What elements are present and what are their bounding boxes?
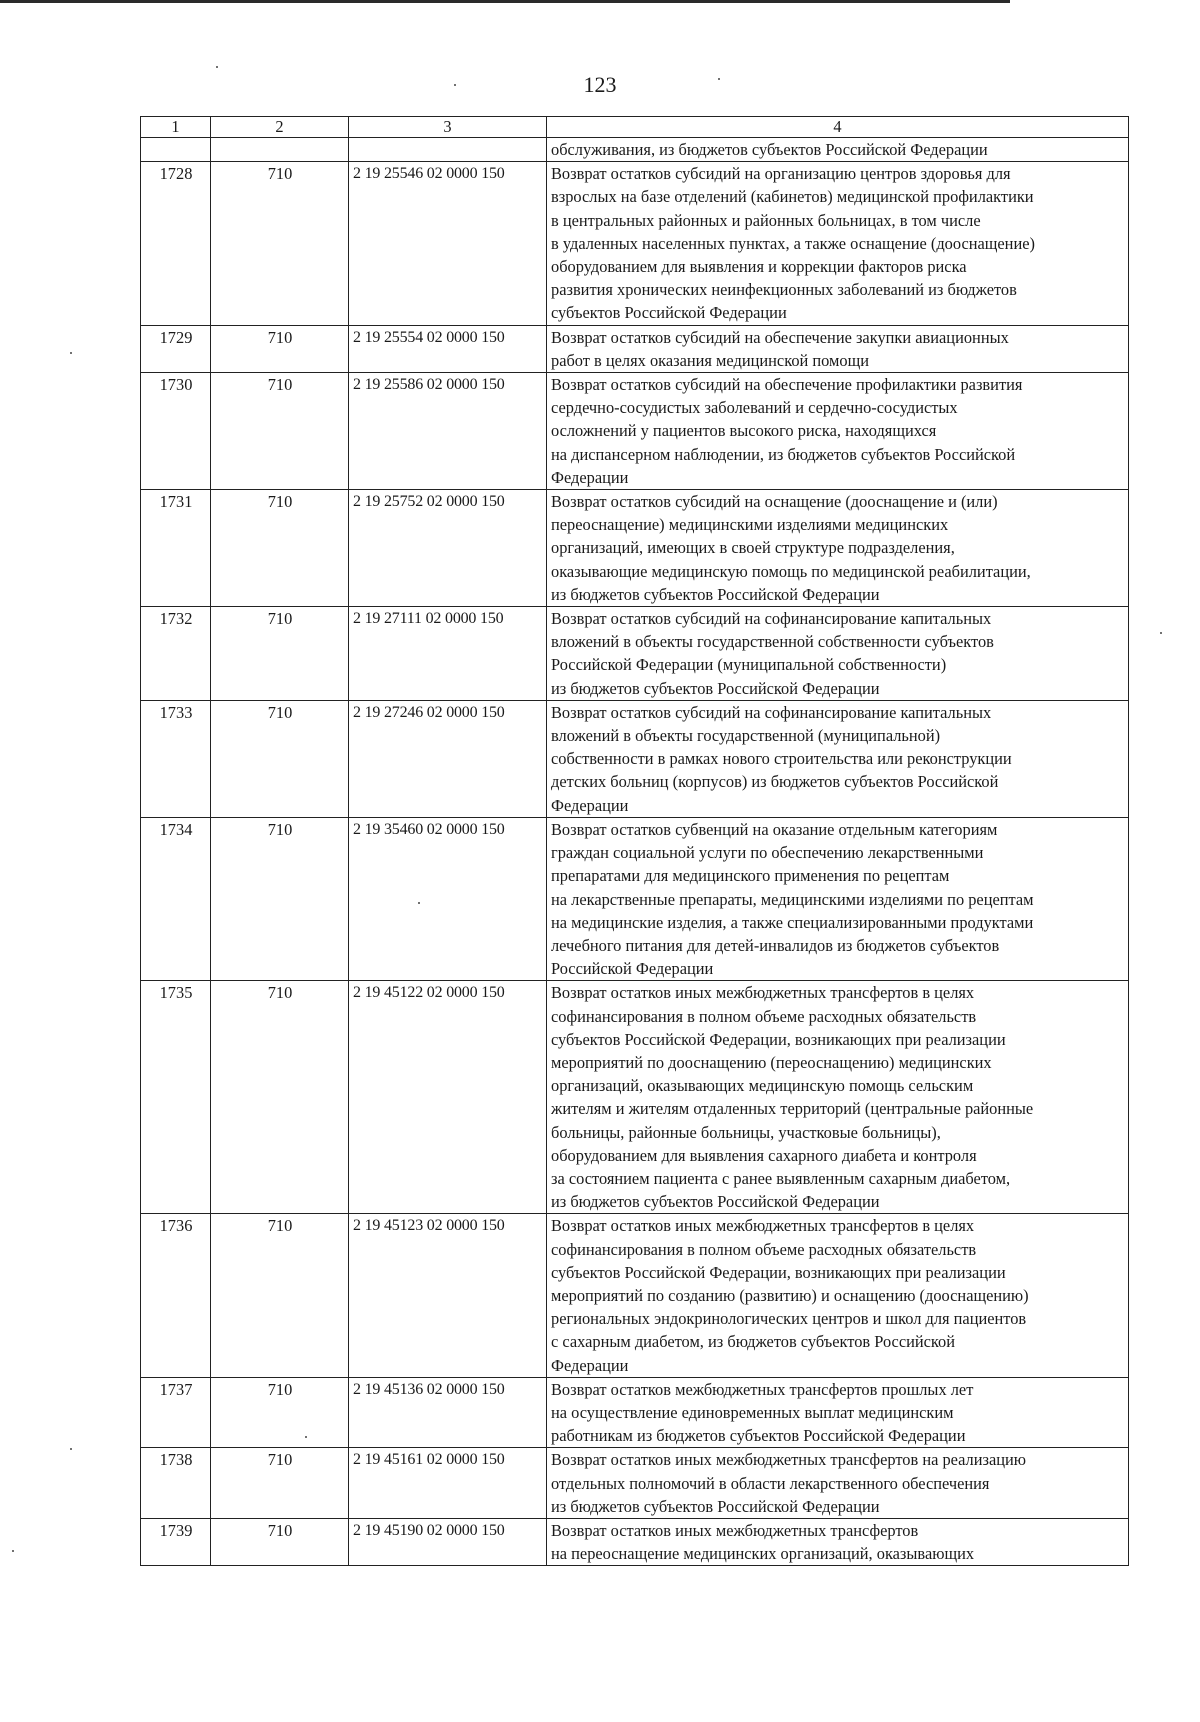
description-line: организаций, оказывающих медицинскую помощь сельским: [551, 1076, 974, 1096]
revenue-description: [547, 981, 1129, 1214]
scan-speck: [216, 66, 218, 68]
admin-code: 710: [211, 1377, 349, 1448]
budget-classification-code: 2 19 45190 02 0000 150: [349, 1518, 547, 1565]
table-row: [141, 373, 1129, 490]
description-line: на переоснащение медицинских организаций, оказывающих: [551, 1544, 975, 1564]
description-line: софинансирования в полном объеме расходных обязательств: [551, 1006, 977, 1026]
description-line: на диспансерном наблюдении, из бюджетов субъектов Российской: [551, 444, 1016, 464]
page-number: 123: [583, 72, 617, 97]
revenue-description: [547, 607, 1129, 701]
admin-code: 710: [211, 325, 349, 372]
empty-cell: [211, 138, 349, 162]
revenue-description: [547, 490, 1129, 607]
description-line: в удаленных населенных пунктах, а также оснащение (дооснащение): [551, 233, 1035, 253]
budget-classification-code: 2 19 25586 02 0000 150: [349, 373, 547, 490]
description-line: организаций, имеющих в своей структуре подразделения,: [551, 538, 955, 558]
table-row: [141, 1214, 1129, 1377]
row-number: 1728: [141, 162, 211, 325]
admin-code: 710: [211, 1214, 349, 1377]
budget-classification-code: 2 19 27111 02 0000 150: [349, 607, 547, 701]
row-number: 1731: [141, 490, 211, 607]
description-line: Федерации: [551, 467, 629, 487]
description-line: оборудованием для выявления и коррекции факторов риска: [551, 257, 967, 277]
description-line: из бюджетов субъектов Российской Федерации: [551, 584, 880, 604]
table-row: [141, 1448, 1129, 1519]
admin-code: 710: [211, 373, 349, 490]
empty-cell: [349, 138, 547, 162]
revenue-description: [547, 817, 1129, 980]
admin-code: 710: [211, 981, 349, 1214]
header-cell-2: 2: [211, 117, 349, 138]
budget-code-table: [140, 116, 1129, 1566]
description-line: из бюджетов субъектов Российской Федерации: [551, 1192, 880, 1212]
revenue-description: [547, 1377, 1129, 1448]
revenue-description: [547, 162, 1129, 325]
row-number: 1729: [141, 325, 211, 372]
description-line: Российской Федерации (муниципальной собственности): [551, 655, 947, 675]
admin-code: 710: [211, 1448, 349, 1519]
description-line: мероприятий по дооснащению (переоснащению) медицинских: [551, 1052, 992, 1072]
description-line: Возврат остатков субсидий на софинансирование капитальных: [551, 702, 992, 722]
description-line: сердечно-сосудистых заболеваний и сердечно-сосудистых: [551, 398, 958, 418]
budget-classification-code: 2 19 45123 02 0000 150: [349, 1214, 547, 1377]
table-header-row: [141, 117, 1129, 138]
description-line: региональных эндокринологических центров и школ для пациентов: [551, 1309, 1027, 1329]
description-line: работникам из бюджетов субъектов Российской Федерации: [551, 1426, 966, 1446]
budget-classification-code: 2 19 45136 02 0000 150: [349, 1377, 547, 1448]
description-line: Федерации: [551, 1355, 629, 1375]
table-row: [141, 700, 1129, 817]
row-number: 1730: [141, 373, 211, 490]
row-number: 1732: [141, 607, 211, 701]
header-cell-3: 3: [349, 117, 547, 138]
description-line: вложений в объекты государственной (муниципальной): [551, 726, 941, 746]
description-line: мероприятий по созданию (развитию) и оснащению (дооснащению): [551, 1285, 1029, 1305]
header-cell-1: 1: [141, 117, 211, 138]
description-line: лечебного питания для детей-инвалидов из бюджетов субъектов: [551, 935, 1000, 955]
row-number: 1736: [141, 1214, 211, 1377]
description-line: Российской Федерации: [551, 959, 714, 979]
description-line: Возврат остатков субсидий на организацию центров здоровья для: [551, 164, 1011, 184]
top-border-line: [0, 0, 1010, 3]
description-line: больницы, районные больницы, участковые больницы),: [551, 1122, 941, 1142]
revenue-description: [547, 1448, 1129, 1519]
description-line: за состоянием пациента с ранее выявленным сахарным диабетом,: [551, 1168, 1011, 1188]
header-cell-4: 4: [547, 117, 1129, 138]
table-row: [141, 490, 1129, 607]
admin-code: 710: [211, 490, 349, 607]
table-row: [141, 817, 1129, 980]
description-line: из бюджетов субъектов Российской Федерации: [551, 1496, 880, 1516]
budget-classification-code: 2 19 45161 02 0000 150: [349, 1448, 547, 1519]
description-line: из бюджетов субъектов Российской Федерации: [551, 678, 880, 698]
admin-code: 710: [211, 700, 349, 817]
description-line: отдельных полномочий в области лекарственного обеспечения: [551, 1473, 990, 1493]
description-line: жителям и жителям отдаленных территорий (центральные районные: [551, 1099, 1034, 1119]
description-line: Возврат остатков иных межбюджетных трансфертов в целях: [551, 1216, 975, 1236]
description-line: Возврат остатков иных межбюджетных трансфертов в целях: [551, 983, 975, 1003]
description-line: оказывающие медицинскую помощь по медицинской реабилитации,: [551, 561, 1031, 581]
description-line: субъектов Российской Федерации, возникающих при реализации: [551, 1029, 1006, 1049]
row-number: 1734: [141, 817, 211, 980]
description-line: Возврат остатков субсидий на софинансирование капитальных: [551, 609, 992, 629]
description-line: препаратами для медицинского применения по рецептам: [551, 866, 950, 886]
revenue-description: [547, 1518, 1129, 1565]
scan-speck: [12, 1550, 14, 1552]
description-line: развития хронических неинфекционных заболеваний из бюджетов: [551, 280, 1017, 300]
description-line: вложений в объекты государственной собственности субъектов: [551, 632, 994, 652]
description-line: на осуществление единовременных выплат медицинским: [551, 1402, 954, 1422]
description-line: Возврат остатков иных межбюджетных трансфертов на реализацию: [551, 1450, 1027, 1470]
row-number: 1733: [141, 700, 211, 817]
description-line: софинансирования в полном объеме расходных обязательств: [551, 1239, 977, 1259]
admin-code: 710: [211, 607, 349, 701]
table-row: [141, 981, 1129, 1214]
description-line: на лекарственные препараты, медицинскими изделиями по рецептам: [551, 889, 1034, 909]
admin-code: 710: [211, 1518, 349, 1565]
description-line: Возврат остатков субвенций на оказание отдельным категориям: [551, 819, 998, 839]
description-line: обслуживания, из бюджетов субъектов Российской Федерации: [551, 140, 988, 159]
description-line: Возврат остатков иных межбюджетных трансфертов: [551, 1520, 919, 1540]
table-row: [141, 1518, 1129, 1565]
description-line: в центральных районных и районных больницах, в том числе: [551, 210, 981, 230]
continuation-row: [141, 138, 1129, 162]
empty-cell: [141, 138, 211, 162]
description-line: с сахарным диабетом, из бюджетов субъектов Российской: [551, 1332, 956, 1352]
description-line: Возврат остатков межбюджетных трансфертов прошлых лет: [551, 1379, 974, 1399]
revenue-description: [547, 373, 1129, 490]
table-body: [141, 138, 1129, 1566]
budget-classification-code: 2 19 35460 02 0000 150: [349, 817, 547, 980]
revenue-description: [547, 700, 1129, 817]
description-line: Возврат остатков субсидий на обеспечение профилактики развития: [551, 375, 1023, 395]
revenue-description: [547, 1214, 1129, 1377]
description-line: на медицинские изделия, а также специализированными продуктами: [551, 912, 1034, 932]
budget-classification-code: 2 19 27246 02 0000 150: [349, 700, 547, 817]
table-row: [141, 162, 1129, 325]
budget-classification-code: 2 19 25752 02 0000 150: [349, 490, 547, 607]
table-row: [141, 607, 1129, 701]
budget-classification-code: 2 19 25546 02 0000 150: [349, 162, 547, 325]
description-line: Возврат остатков субсидий на оснащение (дооснащение и (или): [551, 492, 998, 512]
table-row: [141, 325, 1129, 372]
description-line: субъектов Российской Федерации: [551, 303, 787, 323]
description-line: субъектов Российской Федерации, возникающих при реализации: [551, 1262, 1006, 1282]
description-line: собственности в рамках нового строительства или реконструкции: [551, 749, 1012, 769]
row-number: 1735: [141, 981, 211, 1214]
description-line: переоснащение) медицинскими изделиями медицинских: [551, 515, 949, 535]
budget-classification-code: 2 19 25554 02 0000 150: [349, 325, 547, 372]
description-line: Федерации: [551, 795, 629, 815]
row-number: 1737: [141, 1377, 211, 1448]
budget-classification-code: 2 19 45122 02 0000 150: [349, 981, 547, 1214]
admin-code: 710: [211, 162, 349, 325]
table-row: [141, 1377, 1129, 1448]
row-number: 1738: [141, 1448, 211, 1519]
revenue-description: [547, 325, 1129, 372]
scan-speck: [1160, 632, 1162, 634]
description-line: детских больниц (корпусов) из бюджетов субъектов Российской: [551, 772, 999, 792]
description-line: оборудованием для выявления сахарного диабета и контроля: [551, 1145, 977, 1165]
admin-code: 710: [211, 817, 349, 980]
scan-speck: [70, 1448, 72, 1450]
description-line: осложнений у пациентов высокого риска, находящихся: [551, 421, 937, 441]
description-line: работ в целях оказания медицинской помощи: [551, 350, 869, 370]
description-line: граждан социальной услуги по обеспечению лекарственными: [551, 843, 984, 863]
scan-speck: [70, 352, 72, 354]
description-line: взрослых на базе отделений (кабинетов) медицинской профилактики: [551, 187, 1034, 207]
description-line: Возврат остатков субсидий на обеспечение закупки авиационных: [551, 327, 1009, 347]
row-number: 1739: [141, 1518, 211, 1565]
continuation-description: [547, 138, 1129, 162]
